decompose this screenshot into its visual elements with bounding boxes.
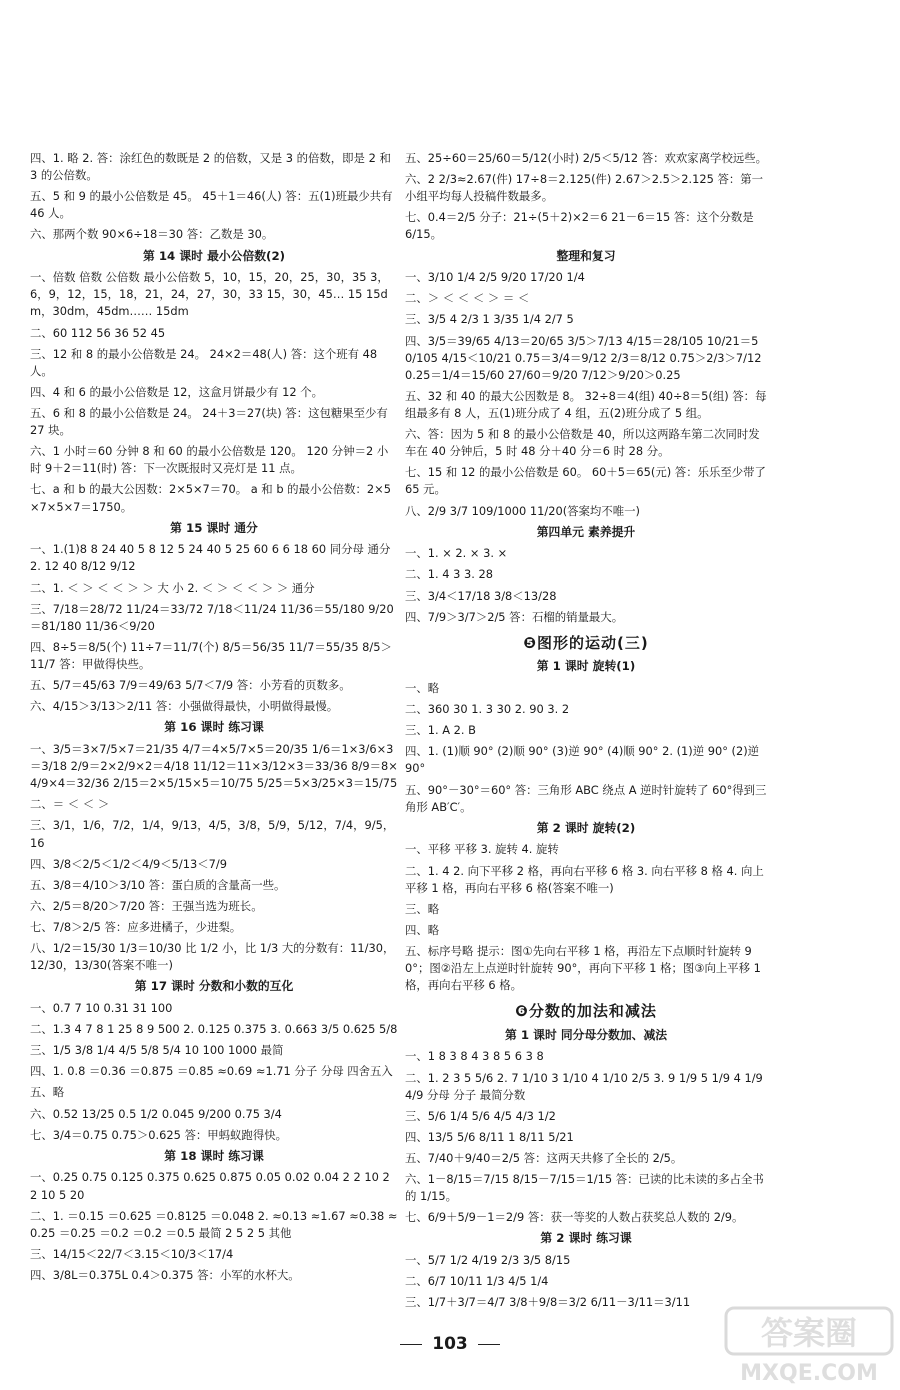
- answer-line: 二、1. ＝0.15 ＝0.625 ＝0.8125 ＝0.048 2. ≈0.13 ≈1.67 ≈0.38 ≈0.25 ＝0.25 ＝0.2 ＝0.2 ＝0.5 最简 2 5 2 5 其他: [30, 1208, 398, 1240]
- answer-line: 五、3/8＝4/10＞3/10 答：蛋白质的含量高一些。: [30, 877, 286, 892]
- answer-line: 四、3/5＝39/65 4/13＝20/65 3/5＞7/13 4/15＝28/105 10/21＝50/105 4/15＜10/21 0.75＝3/4＝9/12 2/3＝8/12 0.75＞2/3＞7/12 0.25＝1/4＝15/60 27/60＝9/20 7/12＞9/20＞0.25: [405, 333, 762, 382]
- section-heading: 第 2 课时 练习课: [540, 1231, 632, 1246]
- answer-line: 一、1 8 3 8 4 3 8 5 6 3 8: [405, 1049, 544, 1064]
- answer-line: 三、5/6 1/4 5/6 4/5 4/3 1/2: [405, 1108, 556, 1123]
- watermark-logo: [724, 1306, 894, 1386]
- answer-line: 五、90°－30°＝60° 答：三角形 ABC 绕点 A 逆时针旋转了 60°得到三角形 AB′C′。: [405, 782, 767, 814]
- answer-line: 二、＞ ＜ ＜ ＜ ＞ ＝ ＜: [405, 291, 530, 306]
- answer-line: 五、5/7＝45/63 7/9＝49/63 5/7＜7/9 答：小芳看的页数多。: [30, 678, 351, 693]
- answer-line: 四、略: [405, 922, 440, 937]
- answer-line: 四、1. 0.8 ＝0.36 ＝0.875 ＝0.85 ≈0.69 ≈1.71 分子 分母 四舍五入: [30, 1064, 393, 1079]
- section-heading: 第 2 课时 旋转(2): [536, 820, 636, 835]
- section-heading: 第 14 课时 最小公倍数(2): [142, 248, 286, 263]
- section-heading: 第 1 课时 同分母分数加、减法: [504, 1027, 668, 1042]
- answer-line: 七、3/4＝0.75 0.75＞0.625 答：甲蚂蚁跑得快。: [30, 1127, 287, 1142]
- answer-line: 八、1/2＝15/30 1/3＝10/30 比 1/2 小，比 1/3 大的分数有：11/30，12/30，13/30(答案不唯一): [30, 941, 395, 973]
- answer-line: 七、0.4＝2/5 分子：21÷(5＋2)×2＝6 21－6＝15 答：这个分数是 6/15。: [405, 210, 754, 242]
- svg-text:MXQE.COM: MXQE.COM: [740, 1361, 878, 1386]
- answer-line: 六、2 2/3≈2.67(件) 17÷8＝2.125(件) 2.67＞2.5＞2.125 答：第一小组平均每人投稿件数最多。: [405, 172, 764, 204]
- answer-line: 一、倍数 倍数 公倍数 最小公倍数 5，10，15，20，25，30，35 3，6，9，12，15，18，21，24，27，30，33 15，30，45… 15 15dm，30dm，45dm…… 15dm: [30, 270, 389, 319]
- answer-line: 四、13/5 5/6 8/11 1 8/11 5/21: [405, 1129, 574, 1144]
- answer-line: 七、6/9＋5/9－1＝2/9 答：获一等奖的人数占获奖总人数的 2/9。: [405, 1210, 744, 1225]
- section-heading: 整理和复习: [556, 248, 616, 263]
- answer-line: 六、1 小时＝60 分钟 8 和 60 的最小公倍数是 120。 120 分钟＝2 小时 9＋2＝11(时) 答：下一次既报时又亮灯是 11 点。: [30, 444, 389, 476]
- answer-line: 七、a 和 b 的最大公因数：2×5×7＝70。 a 和 b 的最小公倍数：2×5×7×5×7＝1750。: [30, 482, 391, 514]
- answer-line: 二、1. 2 3 5 5/6 2. 7 1/10 3 1/10 4 1/10 2/5 3. 9 1/9 5 1/9 4 1/9 4/9 分母 分子 最简分数: [405, 1070, 763, 1102]
- answer-line: 二、1. 4 3 3. 28: [405, 567, 493, 582]
- answer-line: 四、1. 略 2. 答：涂红色的数既是 2 的倍数，又是 3 的倍数，即是 2 和 3 的公倍数。: [30, 151, 391, 183]
- section-heading: 第 18 课时 练习课: [164, 1148, 264, 1163]
- answer-line: 一、略: [405, 680, 440, 695]
- answer-line: 一、平移 平移 3. 旋转 4. 旋转: [405, 842, 559, 857]
- answer-line: 六、1－8/15＝7/15 8/15－7/15＝1/15 答：已读的比未读的多占全书的 1/15。: [405, 1172, 764, 1204]
- answer-line: 三、1/5 3/8 1/4 4/5 5/8 5/4 10 100 1000 最简: [30, 1043, 284, 1058]
- answer-line: 二、360 30 1. 3 30 2. 90 3. 2: [405, 702, 570, 717]
- answer-line: 四、4 和 6 的最小公倍数是 12，这盒月饼最少有 12 个。: [30, 384, 324, 399]
- answer-line: 七、7/8＞2/5 答：应多进橘子，少进梨。: [30, 920, 242, 934]
- answer-line: 六、2/5＝8/20＞7/20 答：王强当选为班长。: [30, 898, 263, 913]
- right-column: [405, 150, 767, 1315]
- svg-text:答案圈: 答案圈: [760, 1314, 858, 1352]
- answer-line: 六、0.52 13/25 0.5 1/2 0.045 9/200 0.75 3/4: [30, 1106, 282, 1121]
- answer-line: 五、25÷60＝25/60＝5/12(小时) 2/5＜5/12 答：欢欢家离学校远些。: [405, 151, 768, 165]
- answer-line: 四、3/8L＝0.375L 0.4＞0.375 答：小军的水杯大。: [30, 1268, 300, 1283]
- answer-line: 三、12 和 8 的最小公倍数是 24。 24×2＝48(人) 答：这个班有 48 人。: [30, 346, 378, 378]
- section-heading: 第 16 课时 练习课: [164, 720, 264, 735]
- answer-line: 二、1. 4 2. 向下平移 2 格，再向右平移 6 格 3. 向右平移 8 格 4. 向上平移 1 格，再向右平移 6 格(答案不唯一): [405, 863, 764, 895]
- answer-line: 四、7/9＞3/7＞2/5 答：石榴的销量最大。: [405, 609, 624, 624]
- answer-line: 六、答：因为 5 和 8 的最小公倍数是 40，所以这两路车第二次同时发车在 40 分钟后，5 时 48 分＋40 分＝6 时 28 分。: [405, 427, 760, 459]
- answer-line: 三、3/1，1/6，7/2，1/4，9/13，4/5，3/8，5/9，5/12，7/4，9/5，16: [30, 818, 395, 850]
- unit-heading: ❺图形的运动(三): [523, 633, 649, 652]
- answer-line: 四、1. (1)顺 90° (2)顺 90° (3)逆 90° (4)顺 90° 2. (1)逆 90° (2)逆 90°: [405, 744, 760, 776]
- answer-line: 五、32 和 40 的最大公因数是 8。 32÷8＝4(组) 40÷8＝5(组) 答：每组最多有 8 人，五(1)班分成了 4 组，五(2)班分成了 5 组。: [405, 388, 767, 420]
- answer-line: 二、1.3 4 7 8 1 25 8 9 500 2. 0.125 0.375 3. 0.663 3/5 0.625 5/8: [30, 1022, 398, 1037]
- answer-line: 一、3/10 1/4 2/5 9/20 17/20 1/4: [405, 270, 585, 285]
- answer-line: 一、1. × 2. × 3. ×: [405, 546, 508, 561]
- answer-line: 三、14/15＜22/7＜3.15＜10/3＜17/4: [30, 1246, 234, 1261]
- answer-line: 二、＝ ＜ ＜ ＞: [30, 797, 110, 812]
- unit-heading: ❻分数的加法和减法: [515, 1002, 657, 1021]
- answer-line: 五、6 和 8 的最小公倍数是 24。 24＋3＝27(块) 答：这包糖果至少有 27 块。: [30, 406, 388, 438]
- section-heading: 第 17 课时 分数和小数的互化: [134, 979, 294, 994]
- answer-line: 六、4/15＞3/13＞2/11 答：小强做得最快，小明做得最慢。: [30, 699, 339, 714]
- answer-line: 一、1.(1)8 8 24 40 5 8 12 5 24 40 5 25 60 6 6 18 60 同分母 通分 2. 12 40 8/12 9/12: [30, 542, 391, 574]
- section-heading: 第 15 课时 通分: [170, 520, 258, 535]
- answer-line: 二、6/7 10/11 1/3 4/5 1/4: [405, 1274, 549, 1289]
- section-heading: 第 1 课时 旋转(1): [536, 659, 636, 674]
- page-number-left-dash: [400, 1344, 422, 1345]
- answer-line: 三、略: [405, 901, 440, 916]
- answer-line: 一、0.25 0.75 0.125 0.375 0.625 0.875 0.05 0.02 0.04 2 2 10 2 2 10 5 20: [30, 1170, 390, 1202]
- answer-line: 六、那两个数 90×6÷18＝30 答：乙数是 30。: [30, 227, 274, 242]
- answer-line: 三、3/4＜17/18 3/8＜13/28: [405, 588, 557, 603]
- answer-line: 五、7/40＋9/40＝2/5 答：这两天共修了全长的 2/5。: [405, 1151, 683, 1166]
- answer-line: 三、7/18＝28/72 11/24＝33/72 7/18＜11/24 11/36＝55/180 9/20＝81/180 11/36＜9/20: [30, 601, 394, 633]
- section-heading: 第四单元 素养提升: [536, 524, 636, 539]
- answer-line: 一、0.7 7 10 0.31 31 100: [30, 1001, 173, 1016]
- answer-line: 三、1. A 2. B: [405, 723, 476, 738]
- page-number-right-dash: [478, 1344, 500, 1345]
- page-number-text: 103: [432, 1334, 468, 1354]
- answer-line: 三、3/5 4 2/3 1 3/35 1/4 2/7 5: [405, 312, 574, 327]
- answer-line: 四、3/8＜2/5＜1/2＜4/9＜5/13＜7/9: [30, 856, 227, 871]
- answer-line: 八、2/9 3/7 109/1000 11/20(答案均不唯一): [405, 503, 640, 518]
- answer-line: 三、1/7＋3/7＝4/7 3/8＋9/8＝3/2 6/11－3/11＝3/11: [405, 1295, 691, 1310]
- answer-line: 二、1. ＜ ＞ ＜ ＜ ＞ ＞ 大 小 2. ＜ ＞ ＜ ＜ ＞ ＞ 通分: [30, 580, 315, 595]
- answer-line: 二、60 112 56 36 52 45: [30, 325, 166, 340]
- answer-line: 七、15 和 12 的最小公倍数是 60。 60＋5＝65(元) 答：乐乐至少带了 65 元。: [405, 465, 766, 497]
- answer-line: 五、略: [30, 1085, 65, 1100]
- answer-line: 一、3/5＝3×7/5×7＝21/35 4/7＝4×5/7×5＝20/35 1/6＝1×3/6×3＝3/18 2/9＝2×2/9×2＝4/18 11/12＝11×3/12×3＝33/36 8/9＝8×4/9×4＝32/36 2/15＝2×5/15×5＝10/75 5/25＝5×3/25×3＝15/75: [30, 742, 398, 791]
- answer-line: 五、标序号略 提示：图①先向右平移 1 格，再沿左下点顺时针旋转 90°；图②沿左上点逆时针旋转 90°，再向下平移 1 格；图③向上平移 1 格，再向右平移 6 格。: [405, 943, 761, 993]
- answer-line: 五、5 和 9 的最小公倍数是 45。 45＋1＝46(人) 答：五(1)班最少共有 46 人。: [30, 189, 393, 221]
- left-column: [30, 150, 398, 1288]
- answer-line: 一、5/7 1/2 4/19 2/3 3/5 8/15: [405, 1253, 571, 1268]
- answer-line: 四、8÷5＝8/5(个) 11÷7＝11/7(个) 8/5＝56/35 11/7＝55/35 8/5＞11/7 答：甲做得快些。: [30, 639, 392, 671]
